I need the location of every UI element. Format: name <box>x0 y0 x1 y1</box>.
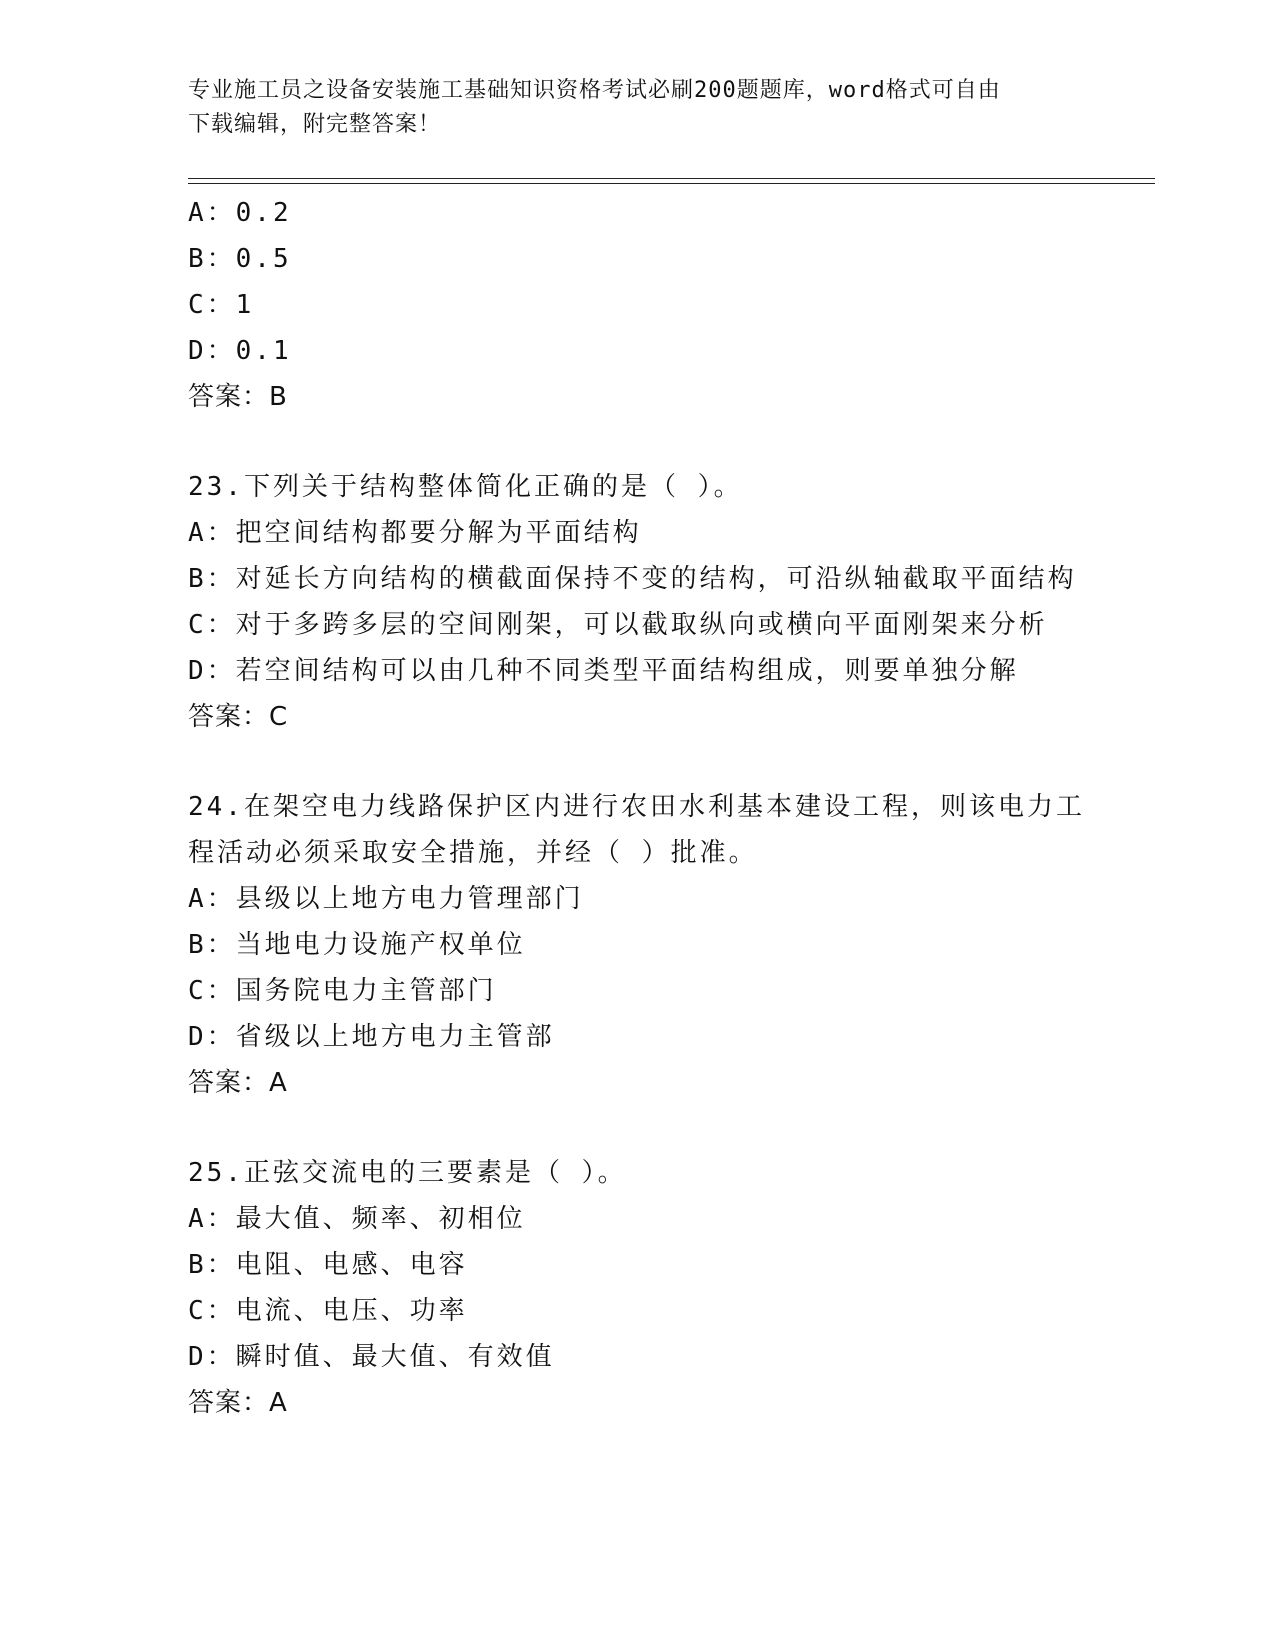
option-b: B：电阻、电感、电容 <box>188 1250 468 1280</box>
header-line-1: 专业施工员之设备安装施工基础知识资格考试必刷200题题库，word格式可自由 <box>188 78 1001 103</box>
question-gap <box>188 740 1188 784</box>
option-d: D：若空间结构可以由几种不同类型平面结构组成，则要单独分解 <box>188 656 1019 686</box>
question-stem: 25.正弦交流电的三要素是（ ）。 <box>188 1158 627 1188</box>
option-b: B：当地电力设施产权单位 <box>188 930 526 960</box>
option-c: C：国务院电力主管部门 <box>188 976 497 1006</box>
answer: 答案：B <box>188 382 288 412</box>
document-header <box>188 74 1088 142</box>
option-a: A：0.2 <box>188 198 292 228</box>
header-rule-top <box>188 178 1155 179</box>
option-a: A：县级以上地方电力管理部门 <box>188 884 584 914</box>
question-stem: 23.下列关于结构整体简化正确的是（ ）。 <box>188 472 743 502</box>
question-stem: 24.在架空电力线路保护区内进行农田水利基本建设工程，则该电力工 <box>188 792 1085 822</box>
option-a: A：把空间结构都要分解为平面结构 <box>188 518 642 548</box>
answer: 答案：C <box>188 702 289 732</box>
question-gap <box>188 1106 1188 1150</box>
question-24 <box>188 784 1188 1106</box>
question-gap <box>188 420 1188 464</box>
header-line-2: 下载编辑，附完整答案！ <box>188 112 442 137</box>
answer: 答案：A <box>188 1388 288 1418</box>
option-c: C：对于多跨多层的空间刚架，可以截取纵向或横向平面刚架来分析 <box>188 610 1048 640</box>
question-25 <box>188 1150 1188 1426</box>
option-c: C：电流、电压、功率 <box>188 1296 468 1326</box>
option-d: D：瞬时值、最大值、有效值 <box>188 1342 555 1372</box>
answer: 答案：A <box>188 1068 288 1098</box>
question-23 <box>188 464 1188 740</box>
question-list <box>188 190 1188 1426</box>
question-stem-continued: 程活动必须采取安全措施，并经（ ）批准。 <box>188 838 758 868</box>
option-b: B：对延长方向结构的横截面保持不变的结构，可沿纵轴截取平面结构 <box>188 564 1077 594</box>
option-a: A：最大值、频率、初相位 <box>188 1204 526 1234</box>
question-22 <box>188 190 1188 420</box>
header-rule-bottom <box>188 183 1155 184</box>
option-d: D：省级以上地方电力主管部 <box>188 1022 555 1052</box>
option-d: D：0.1 <box>188 336 292 366</box>
option-c: C：1 <box>188 290 255 320</box>
option-b: B：0.5 <box>188 244 292 274</box>
